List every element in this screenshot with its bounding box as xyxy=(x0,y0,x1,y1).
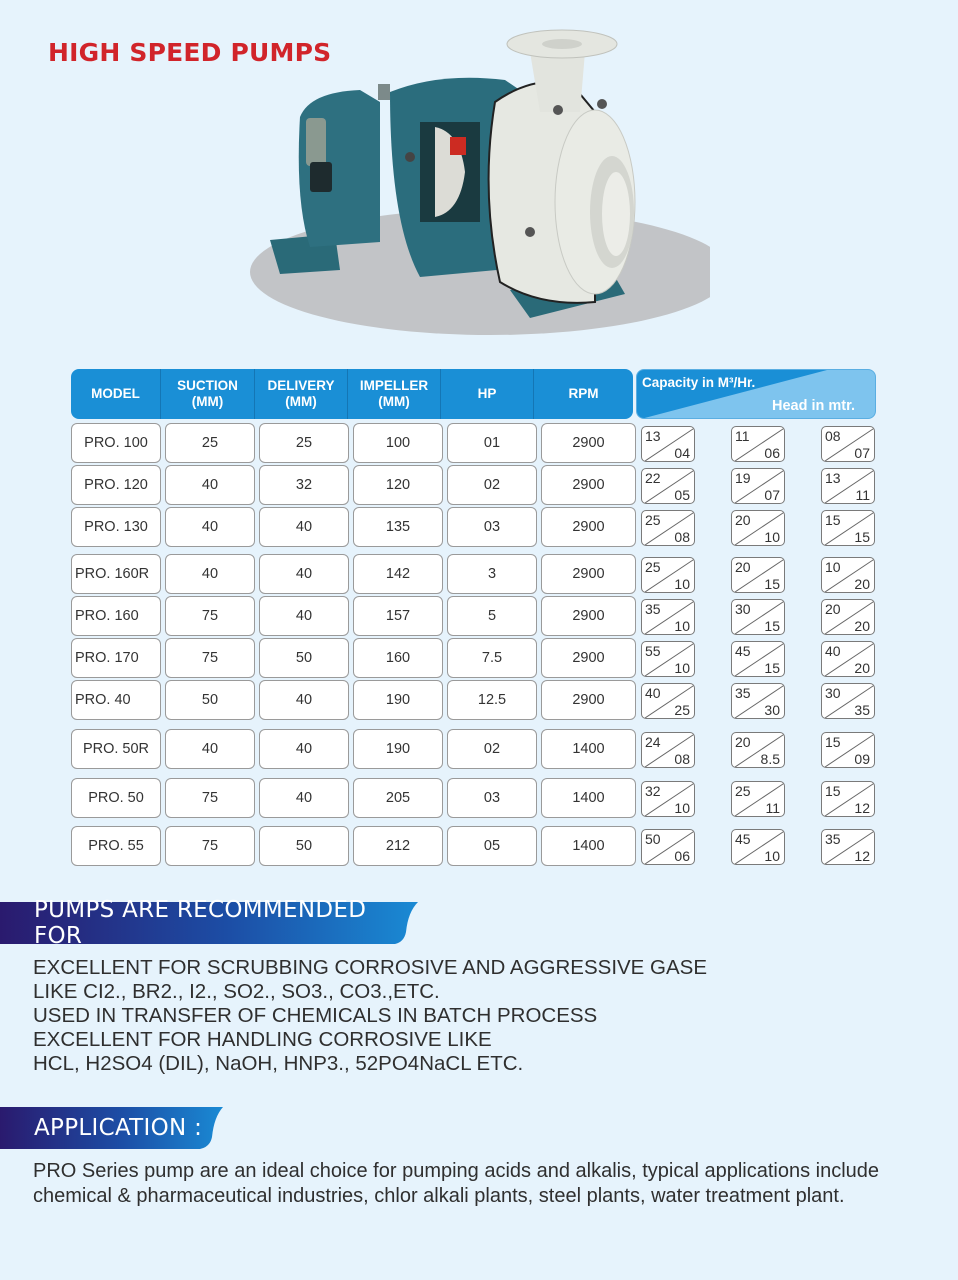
capacity-head-cell xyxy=(641,599,695,635)
capacity-value: 45 xyxy=(735,831,751,847)
capacity-value: 30 xyxy=(825,685,841,701)
capacity-head-cell xyxy=(821,732,875,768)
capacity-value: 10 xyxy=(825,559,841,575)
cell-hp: 5 xyxy=(447,596,537,636)
cell-hp: 12.5 xyxy=(447,680,537,720)
cell-impeller: 190 xyxy=(353,680,443,720)
cell-suction: 40 xyxy=(165,465,255,505)
cell-delivery: 32 xyxy=(259,465,349,505)
capacity-head-cell xyxy=(821,599,875,635)
head-value: 08 xyxy=(674,751,690,767)
head-value: 10 xyxy=(764,848,780,864)
recommended-heading: PUMPS ARE RECOMMENDED FOR xyxy=(34,897,367,949)
capacity-value: 35 xyxy=(735,685,751,701)
head-label: Head in mtr. xyxy=(772,398,855,414)
table-row xyxy=(71,465,640,505)
cell-delivery: 40 xyxy=(259,680,349,720)
head-value: 12 xyxy=(854,800,870,816)
cell-impeller: 157 xyxy=(353,596,443,636)
cell-suction: 75 xyxy=(165,596,255,636)
head-value: 15 xyxy=(764,660,780,676)
capacity-head-cell xyxy=(731,829,785,865)
head-value: 09 xyxy=(854,751,870,767)
recommended-line: LIKE CI2., BR2., I2., SO2., SO3., CO3.,ETC. xyxy=(33,980,440,1003)
cell-suction: 40 xyxy=(165,554,255,594)
head-value: 11 xyxy=(855,487,870,503)
cell-impeller: 100 xyxy=(353,423,443,463)
cell-model: PRO. 100 xyxy=(71,423,161,463)
cell-suction: 75 xyxy=(165,638,255,678)
pump-product-image xyxy=(240,22,710,342)
head-value: 07 xyxy=(854,445,870,461)
table-row xyxy=(71,680,640,720)
cell-model: PRO. 40 xyxy=(71,680,161,720)
cell-impeller: 135 xyxy=(353,507,443,547)
spec-table-header xyxy=(71,369,633,419)
header-delivery: DELIVERY (MM) xyxy=(255,369,348,419)
head-value: 11 xyxy=(765,800,780,816)
cell-impeller: 190 xyxy=(353,729,443,769)
head-value: 05 xyxy=(674,487,690,503)
capacity-head-cell xyxy=(641,557,695,593)
cell-delivery: 40 xyxy=(259,507,349,547)
cell-delivery: 40 xyxy=(259,554,349,594)
capacity-value: 25 xyxy=(645,512,661,528)
capacity-value: 19 xyxy=(735,470,751,486)
cell-hp: 03 xyxy=(447,778,537,818)
capacity-value: 24 xyxy=(645,734,661,750)
cell-impeller: 160 xyxy=(353,638,443,678)
capacity-label: Capacity in M³/Hr. xyxy=(642,375,756,390)
header-suction: SUCTION (MM) xyxy=(161,369,255,419)
head-value: 10 xyxy=(674,660,690,676)
cell-impeller: 205 xyxy=(353,778,443,818)
head-value: 07 xyxy=(764,487,780,503)
head-value: 04 xyxy=(674,445,690,461)
table-row xyxy=(71,596,640,636)
capacity-value: 13 xyxy=(825,470,841,486)
cell-impeller: 142 xyxy=(353,554,443,594)
cell-rpm: 2900 xyxy=(541,638,636,678)
capacity-head-cell xyxy=(821,781,875,817)
cell-suction: 75 xyxy=(165,778,255,818)
head-value: 25 xyxy=(674,702,690,718)
capacity-head-cell xyxy=(821,829,875,865)
capacity-head-cell xyxy=(821,510,875,546)
table-row xyxy=(71,423,640,463)
capacity-head-cell xyxy=(731,510,785,546)
cell-hp: 05 xyxy=(447,826,537,866)
recommended-line: EXCELLENT FOR SCRUBBING CORROSIVE AND AGGRESSIVE GASE xyxy=(33,956,708,979)
head-value: 35 xyxy=(854,702,870,718)
cell-suction: 75 xyxy=(165,826,255,866)
header-model: MODEL xyxy=(71,369,161,419)
table-row xyxy=(71,729,640,769)
cell-delivery: 40 xyxy=(259,729,349,769)
capacity-head-cell xyxy=(731,599,785,635)
cell-hp: 7.5 xyxy=(447,638,537,678)
cell-rpm: 2900 xyxy=(541,423,636,463)
cell-rpm: 1400 xyxy=(541,826,636,866)
cell-rpm: 2900 xyxy=(541,554,636,594)
capacity-value: 50 xyxy=(645,831,661,847)
cell-hp: 02 xyxy=(447,465,537,505)
head-value: 20 xyxy=(854,660,870,676)
head-value: 15 xyxy=(764,576,780,592)
recommended-line: EXCELLENT FOR HANDLING CORROSIVE LIKE xyxy=(33,1028,492,1051)
cell-model: PRO. 55 xyxy=(71,826,161,866)
capacity-value: 35 xyxy=(645,601,661,617)
cell-hp: 03 xyxy=(447,507,537,547)
capacity-value: 25 xyxy=(645,559,661,575)
head-value: 06 xyxy=(764,445,780,461)
cell-rpm: 2900 xyxy=(541,596,636,636)
head-value: 20 xyxy=(854,618,870,634)
capacity-head-cell xyxy=(821,683,875,719)
capacity-value: 32 xyxy=(645,783,661,799)
application-heading: APPLICATION : xyxy=(34,1115,203,1141)
head-value: 15 xyxy=(854,529,870,545)
head-value: 10 xyxy=(674,618,690,634)
header-rpm: RPM xyxy=(568,386,599,401)
capacity-value: 20 xyxy=(825,601,841,617)
cell-suction: 25 xyxy=(165,423,255,463)
recommended-line: USED IN TRANSFER OF CHEMICALS IN BATCH PROCESS xyxy=(33,1004,598,1027)
cell-rpm: 2900 xyxy=(541,680,636,720)
application-text: PRO Series pump are an ideal choice for pumping acids and alkalis, typical applications include chemical & pharmaceutical industries, chlor alkali plants, steel plants, water treatment plant. xyxy=(33,1160,880,1207)
capacity-head-cell xyxy=(731,468,785,504)
table-row xyxy=(71,778,640,818)
cell-impeller: 212 xyxy=(353,826,443,866)
capacity-value: 20 xyxy=(735,559,751,575)
cell-rpm: 1400 xyxy=(541,778,636,818)
capacity-value: 40 xyxy=(825,643,841,659)
capacity-value: 20 xyxy=(735,512,751,528)
capacity-head-cell xyxy=(731,641,785,677)
capacity-value: 15 xyxy=(825,783,841,799)
capacity-head-cell xyxy=(731,426,785,462)
capacity-head-cell xyxy=(641,829,695,865)
capacity-head-cell xyxy=(641,510,695,546)
header-hp: HP xyxy=(441,369,534,419)
table-row xyxy=(71,554,640,594)
cell-delivery: 40 xyxy=(259,596,349,636)
cell-hp: 02 xyxy=(447,729,537,769)
cell-model: PRO. 160R xyxy=(71,554,161,594)
cell-model: PRO. 120 xyxy=(71,465,161,505)
cell-suction: 40 xyxy=(165,507,255,547)
head-value: 30 xyxy=(764,702,780,718)
capacity-head-cell xyxy=(821,641,875,677)
cell-delivery: 25 xyxy=(259,423,349,463)
head-value: 15 xyxy=(764,618,780,634)
capacity-value: 45 xyxy=(735,643,751,659)
capacity-value: 15 xyxy=(825,512,841,528)
application-banner xyxy=(0,1107,225,1149)
cell-model: PRO. 50 xyxy=(71,778,161,818)
capacity-head-cell xyxy=(821,468,875,504)
capacity-value: 35 xyxy=(825,831,841,847)
cell-model: PRO. 170 xyxy=(71,638,161,678)
cell-model: PRO. 160 xyxy=(71,596,161,636)
recommended-banner xyxy=(0,897,420,949)
recommended-list xyxy=(33,956,707,1076)
cell-suction: 50 xyxy=(165,680,255,720)
head-value: 08 xyxy=(674,529,690,545)
capacity-head-cell xyxy=(641,781,695,817)
capacity-value: 20 xyxy=(735,734,751,750)
capacity-value: 08 xyxy=(825,428,841,444)
capacity-head-cell xyxy=(731,781,785,817)
capacity-head-header xyxy=(636,369,876,419)
head-value: 10 xyxy=(764,529,780,545)
cell-rpm: 2900 xyxy=(541,507,636,547)
capacity-head-cell xyxy=(731,683,785,719)
capacity-head-cell xyxy=(641,468,695,504)
header-impeller: IMPELLER (MM) xyxy=(348,369,441,419)
capacity-value: 15 xyxy=(825,734,841,750)
cell-model: PRO. 130 xyxy=(71,507,161,547)
head-value: 06 xyxy=(674,848,690,864)
capacity-value: 11 xyxy=(735,428,750,444)
capacity-head-cell xyxy=(641,426,695,462)
capacity-head-cell xyxy=(641,732,695,768)
cell-delivery: 50 xyxy=(259,826,349,866)
capacity-head-cell xyxy=(821,426,875,462)
capacity-head-cell xyxy=(641,641,695,677)
capacity-head-cell xyxy=(641,683,695,719)
head-value: 20 xyxy=(854,576,870,592)
capacity-head-cell xyxy=(731,732,785,768)
page-title: HIGH SPEED PUMPS xyxy=(48,38,332,67)
head-value: 10 xyxy=(674,800,690,816)
cell-suction: 40 xyxy=(165,729,255,769)
table-row xyxy=(71,638,640,678)
recommended-line: HCL, H2SO4 (DIL), NaOH, HNP3., 52PO4NaCL ETC. xyxy=(33,1052,524,1075)
cell-rpm: 1400 xyxy=(541,729,636,769)
capacity-value: 40 xyxy=(645,685,661,701)
cell-hp: 3 xyxy=(447,554,537,594)
cell-rpm: 2900 xyxy=(541,465,636,505)
cell-delivery: 40 xyxy=(259,778,349,818)
capacity-value: 30 xyxy=(735,601,751,617)
head-value: 12 xyxy=(854,848,870,864)
capacity-value: 22 xyxy=(645,470,661,486)
cell-delivery: 50 xyxy=(259,638,349,678)
capacity-head-cell xyxy=(731,557,785,593)
cell-impeller: 120 xyxy=(353,465,443,505)
cell-model: PRO. 50R xyxy=(71,729,161,769)
cell-hp: 01 xyxy=(447,423,537,463)
capacity-value: 55 xyxy=(645,643,661,659)
head-value: 8.5 xyxy=(760,751,780,767)
head-value: 10 xyxy=(674,576,690,592)
table-row xyxy=(71,507,640,547)
table-row xyxy=(71,826,640,866)
capacity-value: 13 xyxy=(645,428,661,444)
capacity-value: 25 xyxy=(735,783,751,799)
capacity-head-cell xyxy=(821,557,875,593)
